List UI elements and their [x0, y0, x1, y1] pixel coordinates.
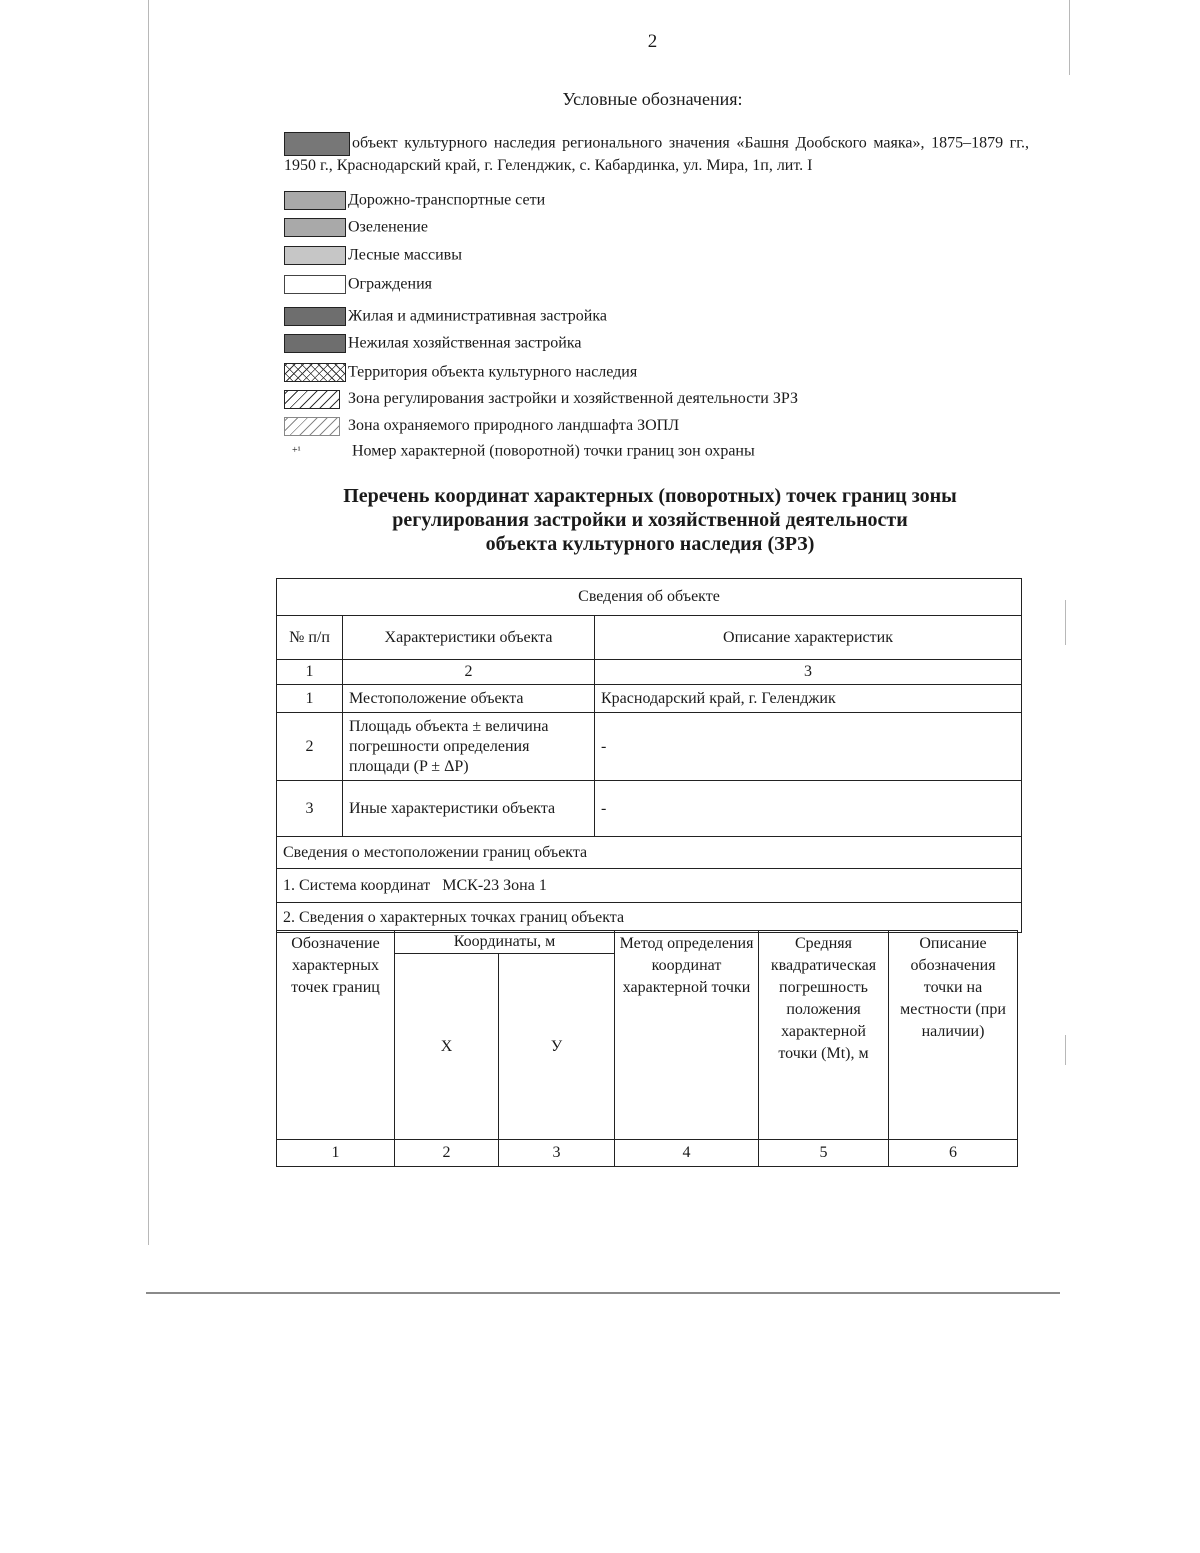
column-number: 2: [395, 1140, 499, 1167]
column-header-coordinates: Координаты, м: [395, 931, 615, 954]
greenery-swatch: [284, 218, 346, 237]
row-characteristic: Местоположение объекта: [343, 685, 595, 713]
legend-item-zrz: [284, 389, 798, 409]
table-row: [277, 837, 1022, 869]
row-characteristic: Площадь объекта ± величина погрешности определения площади (P ± ΔP): [343, 713, 595, 781]
table-row: [277, 869, 1022, 903]
table-row: [277, 660, 1022, 685]
legend-item-point-number: [284, 441, 755, 461]
forests-swatch: [284, 246, 346, 265]
column-header-method: Метод определения координат характерной точки: [615, 931, 759, 1140]
object-info-table: [276, 578, 1022, 933]
column-number: 3: [499, 1140, 615, 1167]
column-number: 1: [277, 1140, 395, 1167]
scan-mark-right-2: [1065, 1035, 1066, 1065]
title-line: объекта культурного наследия (ЗРЗ): [485, 533, 815, 555]
legend-item-roads: [284, 190, 545, 210]
zopl-swatch: [284, 417, 340, 436]
legend-item-heritage-territory: [284, 362, 637, 382]
table-row: [277, 781, 1022, 837]
column-number: 5: [759, 1140, 889, 1167]
table-row: [277, 713, 1022, 781]
legend-label: Дорожно-транспортные сети: [348, 191, 546, 209]
legend-item-forests: [284, 245, 462, 265]
legend-label: Озеленение: [348, 218, 428, 236]
title-line: Перечень координат характерных (поворотных) точек границ зоны: [343, 485, 957, 507]
column-header-error: Средняя квадратическая погрешность положения характерной точки (Mt), м: [759, 931, 889, 1140]
page-number: 2: [647, 31, 658, 52]
column-header-y: У: [499, 954, 615, 1140]
legend-item-residential: [284, 306, 607, 326]
column-header-x: X: [395, 954, 499, 1140]
row-number: 3: [277, 781, 343, 837]
non-residential-swatch: [284, 334, 346, 353]
table-row: [277, 931, 1018, 954]
column-number: 3: [595, 660, 1022, 685]
legend-item-heritage-object: [284, 132, 1029, 176]
column-header-point-description: Описание обозначения точки на местности (при наличии): [889, 931, 1018, 1140]
column-header-point-designation: Обозначение характерных точек границ: [277, 931, 395, 1140]
legend-item-zopl: [284, 416, 679, 436]
legend-label: Лесные массивы: [348, 246, 462, 264]
points-header: 2. Сведения о характерных точках границ объекта: [277, 903, 1022, 933]
legend-title: Условные обозначения:: [562, 89, 743, 109]
coordinate-system: 1. Система координат МСК-23 Зона 1: [277, 869, 1022, 903]
fences-swatch: [284, 275, 346, 294]
table-row: [277, 685, 1022, 713]
legend-label: Зона регулирования застройки и хозяйственной деятельности ЗРЗ: [348, 390, 798, 408]
column-number: 4: [615, 1140, 759, 1167]
column-header-characteristics: Характеристики объекта: [343, 616, 595, 660]
scan-edge-bottom: [146, 1292, 1060, 1294]
object-info-header: Сведения об объекте: [277, 579, 1022, 616]
legend-label: Территория объекта культурного наследия: [348, 363, 638, 381]
column-header-number: № п/п: [277, 616, 343, 660]
legend-item-non-residential: [284, 333, 582, 353]
column-header-description: Описание характеристик: [595, 616, 1022, 660]
zrz-swatch: [284, 390, 340, 409]
column-number: 6: [889, 1140, 1018, 1167]
table-row: [277, 579, 1022, 616]
row-description: -: [595, 781, 1022, 837]
heritage-territory-swatch: [284, 363, 346, 382]
legend-label: объект культурного наследия регионального значения «Башня Дообского маяка», 1875–1879 гг., 1950 г., Краснодарский край, г. Геленджик, с. Кабардинка, ул. Мира, 1п, лит. I: [284, 134, 1029, 174]
row-characteristic: Иные характеристики объекта: [343, 781, 595, 837]
document-title: [300, 484, 1000, 556]
legend-item-fences: [284, 274, 432, 294]
row-description: -: [595, 713, 1022, 781]
row-number: 1: [277, 685, 343, 713]
legend-label: Зона охраняемого природного ландшафта ЗОПЛ: [348, 417, 680, 435]
points-table: [276, 930, 1018, 1167]
legend-label: Номер характерной (поворотной) точки границ зон охраны: [352, 442, 755, 460]
legend-label: Нежилая хозяйственная застройка: [348, 334, 582, 352]
roads-swatch: [284, 191, 346, 210]
table-row: [277, 616, 1022, 660]
legend-item-greenery: [284, 217, 428, 237]
table-row: [277, 903, 1022, 933]
row-number: 2: [277, 713, 343, 781]
row-description: Краснодарский край, г. Геленджик: [595, 685, 1022, 713]
title-line: регулирования застройки и хозяйственной деятельности: [392, 509, 908, 531]
legend-label: Жилая и административная застройка: [348, 307, 607, 325]
column-number: 2: [343, 660, 595, 685]
table-row: [277, 1140, 1018, 1167]
heritage-object-swatch: [284, 132, 350, 156]
scan-mark-right: [1065, 600, 1066, 645]
location-header: Сведения о местоположении границ объекта: [277, 837, 1022, 869]
scan-edge-left: [148, 0, 149, 1245]
legend-label: Ограждения: [348, 275, 432, 293]
column-number: 1: [277, 660, 343, 685]
point-symbol-icon: +¹: [292, 445, 301, 456]
residential-swatch: [284, 307, 346, 326]
